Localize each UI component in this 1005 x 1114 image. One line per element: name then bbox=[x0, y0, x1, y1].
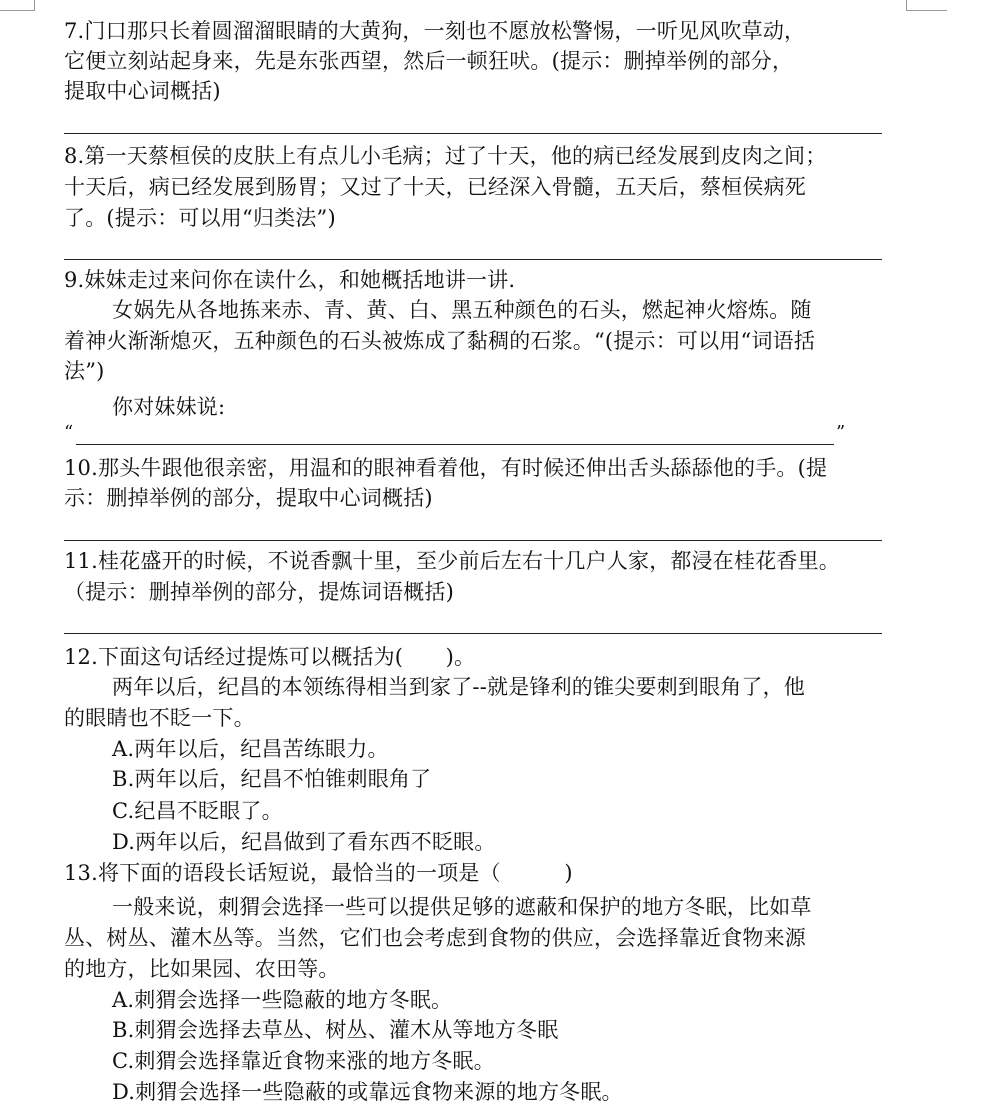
q9-open-quote: “ bbox=[64, 422, 74, 443]
q7-line-1: 7.门口那只长着圆溜溜眼睛的大黄狗，一刻也不愿放松警惕，一听见风吹草动， bbox=[64, 19, 806, 43]
q12-stem: 12.下面这句话经过提炼可以概括为( )。 bbox=[64, 645, 476, 669]
q13-passage-line-1: 一般来说，刺猬会选择一些可以提供足够的遮蔽和保护的地方冬眠，比如草 bbox=[112, 895, 812, 919]
q9-passage-line-2: 着神火渐渐熄灭，五种颜色的石头被炼成了黏稠的石浆。“(提示：可以用“词语括 bbox=[64, 329, 816, 353]
q13-option-d[interactable]: D.刺猬会选择一些隐蔽的或靠远食物来源的地方冬眠。 bbox=[112, 1080, 623, 1104]
q11-line-1: 11.桂花盛开的时候，不说香飘十里，至少前后左右十几户人家，都浸在桂花香里。 bbox=[64, 549, 840, 573]
q7-line-2: 它便立刻站起身来，先是东张西望，然后一顿狂吠。(提示：删掉举例的部分， bbox=[64, 49, 794, 73]
crop-mark-top-left bbox=[0, 0, 35, 11]
q8-line-2: 十天后，病已经发展到肠胃；又过了十天，已经深入骨髓，五天后，蔡桓侯病死 bbox=[64, 175, 806, 199]
q9-answer-line[interactable] bbox=[76, 444, 834, 445]
q11-answer-line[interactable] bbox=[64, 633, 882, 634]
crop-mark-top-right bbox=[906, 0, 947, 11]
q7-line-3: 提取中心词概括) bbox=[64, 79, 221, 103]
q12-option-a[interactable]: A.两年以后，纪昌苦练眼力。 bbox=[112, 737, 389, 761]
q13-option-a[interactable]: A.刺猬会选择一些隐蔽的地方冬眠。 bbox=[112, 988, 453, 1012]
q12-option-d[interactable]: D.两年以后，纪昌做到了看东西不眨眼。 bbox=[112, 830, 496, 854]
q9-line-1: 9.妹妹走过来问你在读什么，和她概括地讲一讲. bbox=[64, 268, 516, 292]
q13-option-b[interactable]: B.刺猬会选择去草丛、树丛、灌木从等地方冬眠 bbox=[112, 1018, 559, 1042]
q9-answer-area[interactable] bbox=[64, 424, 854, 450]
q10-answer-line[interactable] bbox=[64, 540, 882, 541]
q9-close-quote: ” bbox=[836, 422, 846, 443]
q9-prompt: 你对妹妹说: bbox=[112, 395, 226, 419]
q13-stem: 13.将下面的语段长话短说，最恰当的一项是（ ) bbox=[64, 861, 573, 885]
q9-passage-line-1: 女娲先从各地拣来赤、青、黄、白、黑五种颜色的石头，燃起神火熔炼。随 bbox=[112, 298, 812, 322]
q8-line-1: 8.第一天蔡桓侯的皮肤上有点儿小毛病；过了十天，他的病已经发展到皮肉之间； bbox=[64, 144, 827, 168]
q8-answer-line[interactable] bbox=[64, 259, 882, 260]
q12-option-b[interactable]: B.两年以后，纪昌不怕锥刺眼角了 bbox=[112, 767, 432, 791]
q9-passage-line-3: 法”) bbox=[64, 359, 105, 383]
q12-option-c[interactable]: C.纪昌不眨眼了。 bbox=[112, 799, 283, 823]
q13-option-c[interactable]: C.刺猬会选择靠近食物来涨的地方冬眠。 bbox=[112, 1049, 495, 1073]
q13-passage-line-2: 丛、树丛、灌木丛等。当然，它们也会考虑到食物的供应，会选择靠近食物来源 bbox=[64, 926, 806, 950]
q11-line-2: （提示：删掉举例的部分，提炼词语概括) bbox=[64, 580, 454, 604]
q10-line-2: 示：删掉举例的部分，提取中心词概括) bbox=[64, 486, 433, 510]
q12-passage-line-2: 的眼睛也不眨一下。 bbox=[64, 706, 255, 730]
q12-passage-line-1: 两年以后，纪昌的本领练得相当到家了--就是锋利的锥尖要刺到眼角了，他 bbox=[112, 675, 805, 699]
q7-answer-line[interactable] bbox=[64, 133, 882, 134]
q10-line-1: 10.那头牛跟他很亲密，用温和的眼神看着他，有时候还伸出舌头舔舔他的手。(提 bbox=[64, 456, 828, 480]
q8-line-3: 了。(提示：可以用“归类法”) bbox=[64, 206, 336, 230]
q13-passage-line-3: 的地方，比如果园、农田等。 bbox=[64, 957, 340, 981]
